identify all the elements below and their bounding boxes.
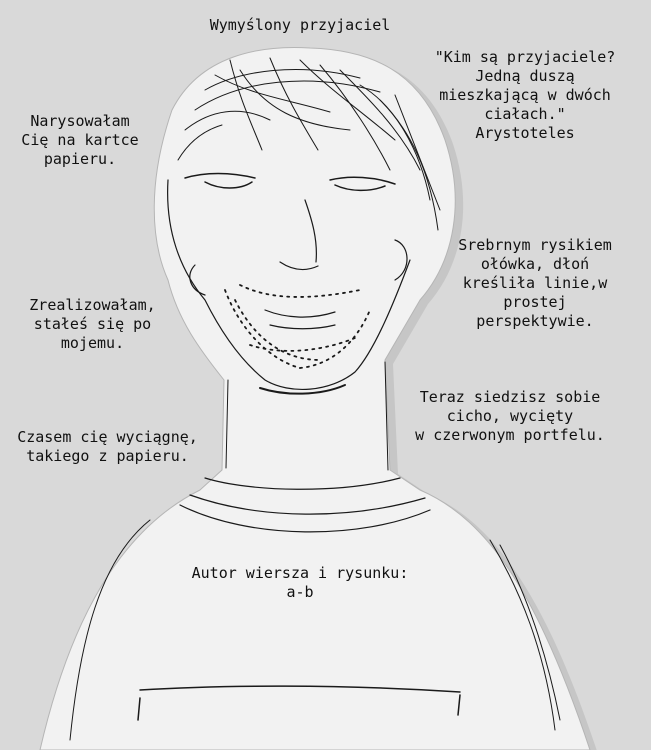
verse-realized: Zrealizowałam, stałeś się po mojemu. — [29, 296, 156, 352]
verse-sometimes-take-out: Czasem cię wyciągnę, takiego z papieru. — [17, 428, 198, 465]
verse-sitting-quietly: Teraz siedzisz sobie cicho, wycięty w czerwonym portfelu. — [415, 388, 605, 444]
poem-title: Wymyślony przyjaciel — [209, 16, 391, 34]
aristotle-quote: "Kim są przyjaciele? Jedną duszą mieszkającą w dwóch ciałach." Arystoteles — [434, 48, 616, 142]
verse-silver-pencil: Srebrnym rysikiem ołówka, dłoń kreśliła linie,w prostej perspektywie. — [458, 236, 612, 330]
verse-drew-on-paper: Narysowałam Cię na kartce papieru. — [21, 112, 139, 168]
author-credit: Autor wiersza i rysunku: a-b — [191, 564, 409, 601]
